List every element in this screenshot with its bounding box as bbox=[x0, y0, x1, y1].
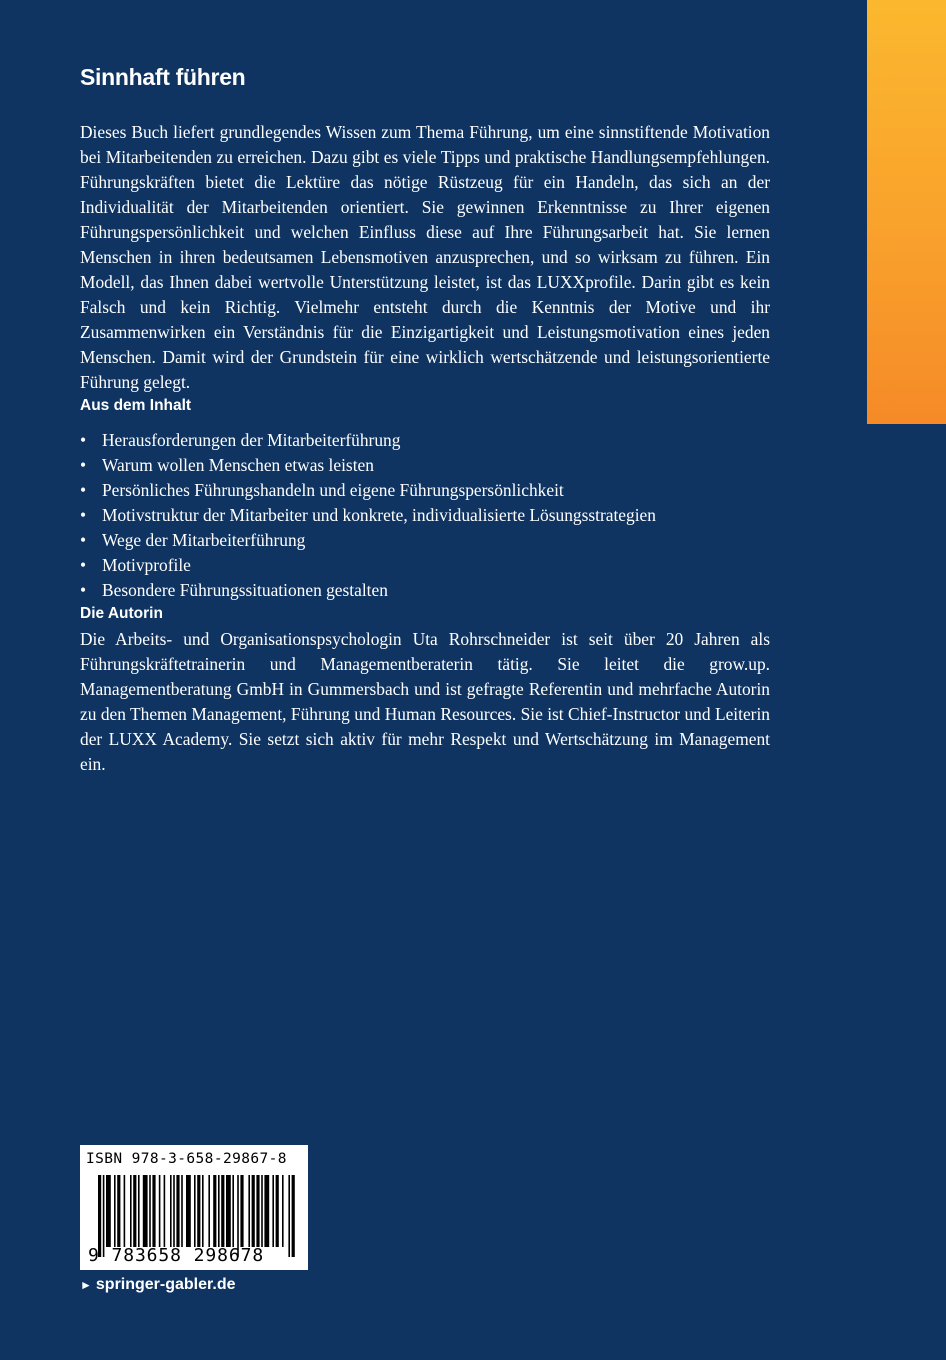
barcode-bar bbox=[213, 1175, 216, 1247]
barcode-bar bbox=[202, 1175, 204, 1247]
arrow-right-icon: ► bbox=[80, 1278, 92, 1292]
barcode-bar bbox=[164, 1175, 166, 1247]
barcode-bar bbox=[130, 1175, 132, 1247]
barcode-bar bbox=[138, 1175, 140, 1247]
list-item bbox=[80, 428, 770, 453]
bullet-icon: • bbox=[80, 430, 87, 450]
barcode-bar bbox=[152, 1175, 155, 1247]
isbn-barcode bbox=[80, 1145, 308, 1270]
list-item-text: Warum wollen Menschen etwas leisten bbox=[102, 455, 374, 475]
bullet-icon: • bbox=[80, 480, 87, 500]
barcode-bar bbox=[143, 1175, 148, 1247]
author-heading: Die Autorin bbox=[80, 605, 163, 622]
barcode-bar bbox=[173, 1175, 175, 1247]
book-title: Sinnhaft führen bbox=[80, 64, 246, 90]
contents-list bbox=[80, 428, 770, 603]
barcode-bar bbox=[256, 1175, 259, 1247]
barcode-bar bbox=[252, 1175, 255, 1247]
barcode-bar bbox=[276, 1175, 279, 1247]
barcode-bar bbox=[226, 1175, 231, 1247]
barcode-digits: 9 783658 298678 bbox=[88, 1245, 265, 1266]
barcode-bar bbox=[282, 1175, 284, 1247]
barcode-bar bbox=[272, 1175, 274, 1247]
barcode-bar bbox=[133, 1175, 136, 1247]
barcode-bar bbox=[181, 1175, 183, 1247]
list-item bbox=[80, 553, 770, 578]
bullet-icon: • bbox=[80, 555, 87, 575]
barcode-bar bbox=[159, 1175, 161, 1247]
list-item-text: Herausforderungen der Mitarbeiterführung bbox=[102, 430, 401, 450]
bullet-icon: • bbox=[80, 530, 87, 550]
barcode-bar bbox=[261, 1175, 263, 1247]
barcode-bar bbox=[106, 1175, 111, 1247]
list-item bbox=[80, 528, 770, 553]
list-item-text: Motivstruktur der Mitarbeiter und konkrete, individualisierte Lösungsstrategien bbox=[102, 505, 656, 525]
list-item bbox=[80, 503, 770, 528]
bullet-icon: • bbox=[80, 580, 87, 600]
barcode-bar bbox=[194, 1175, 196, 1247]
barcode-bar bbox=[117, 1175, 120, 1247]
barcode-bar bbox=[149, 1175, 151, 1247]
bullet-icon: • bbox=[80, 505, 87, 525]
barcode-bar bbox=[232, 1175, 234, 1247]
list-item-text: Besondere Führungssituationen gestalten bbox=[102, 580, 388, 600]
barcode-bar bbox=[208, 1175, 210, 1247]
barcode-bar bbox=[124, 1175, 126, 1247]
barcode-bar bbox=[248, 1175, 250, 1247]
barcode-bar bbox=[114, 1175, 116, 1247]
publisher-link[interactable] bbox=[80, 1276, 235, 1294]
list-item bbox=[80, 453, 770, 478]
barcode-bar bbox=[197, 1175, 200, 1247]
barcode-bar bbox=[170, 1175, 172, 1247]
list-item-text: Motivprofile bbox=[102, 555, 191, 575]
back-cover-content bbox=[80, 60, 770, 777]
bullet-icon: • bbox=[80, 455, 87, 475]
contents-heading: Aus dem Inhalt bbox=[80, 397, 192, 414]
publisher-url: springer-gabler.de bbox=[95, 1276, 236, 1293]
barcode-bar bbox=[186, 1175, 191, 1247]
barcode-bar bbox=[218, 1175, 220, 1247]
list-item-text: Persönliches Führungshandeln und eigene Führungspersönlichkeit bbox=[102, 480, 564, 500]
book-description: Dieses Buch liefert grundlegendes Wissen zum Thema Führung, um eine sinnstiftende Motivation bei Mitarbeitenden zu erreichen. Dazu gibt es viele Tipps und praktische Handlungsempfehlungen. Führungskräften bietet die Lektüre das nötige Rüstzeug für ein Handeln, das sich an der Individualität der Mitarbeitenden orientiert. Sie gewinnen Erkenntnisse zu Ihrer eigenen Führungspersönlichkeit und welchen Einfluss diese auf Ihre Führungsarbeit hat. Sie lernen Menschen in ihren bedeutsamen Lebensmotiven anzusprechen, und so wirksam zu führen. Ein Modell, das Ihnen dabei wertvolle Unterstützung leistet, ist das LUXXprofile. Darin gibt es kein Falsch und kein Richtig. Vielmehr entsteht durch die Kenntnis der Motive und ihr Zusammenwirken ein Verständnis für die Einzigartigkeit und Leistungsmotivation eines jeden Menschen. Damit wird der Grundstein für eine wirklich wertschätzende und leistungsorientierte Führung gelegt. bbox=[80, 122, 770, 392]
barcode-bar bbox=[176, 1175, 179, 1247]
barcode-bar bbox=[264, 1175, 269, 1247]
isbn-label: ISBN 978-3-658-29867-8 bbox=[86, 1151, 287, 1167]
list-item-text: Wege der Mitarbeiterführung bbox=[102, 530, 306, 550]
list-item bbox=[80, 578, 770, 603]
author-bio: Die Arbeits- und Organisationspsychologin Uta Rohrschneider ist seit über 20 Jahren als Führungskräftetrainerin und Managementberaterin tätig. Sie leitet die grow.up. Managementberatung GmbH in Gummersbach und ist gefragte Referentin und mehrfache Autorin zu den Themen Management, Führung und Human Resources. Sie ist Chief-Instructor und Leiterin der LUXX Academy. Sie setzt sich aktiv für mehr Respekt und Wertschätzung im Management ein. bbox=[80, 629, 770, 774]
barcode-bar bbox=[221, 1175, 224, 1247]
list-item bbox=[80, 478, 770, 503]
barcode-bar bbox=[240, 1175, 243, 1247]
accent-bar bbox=[867, 0, 946, 424]
